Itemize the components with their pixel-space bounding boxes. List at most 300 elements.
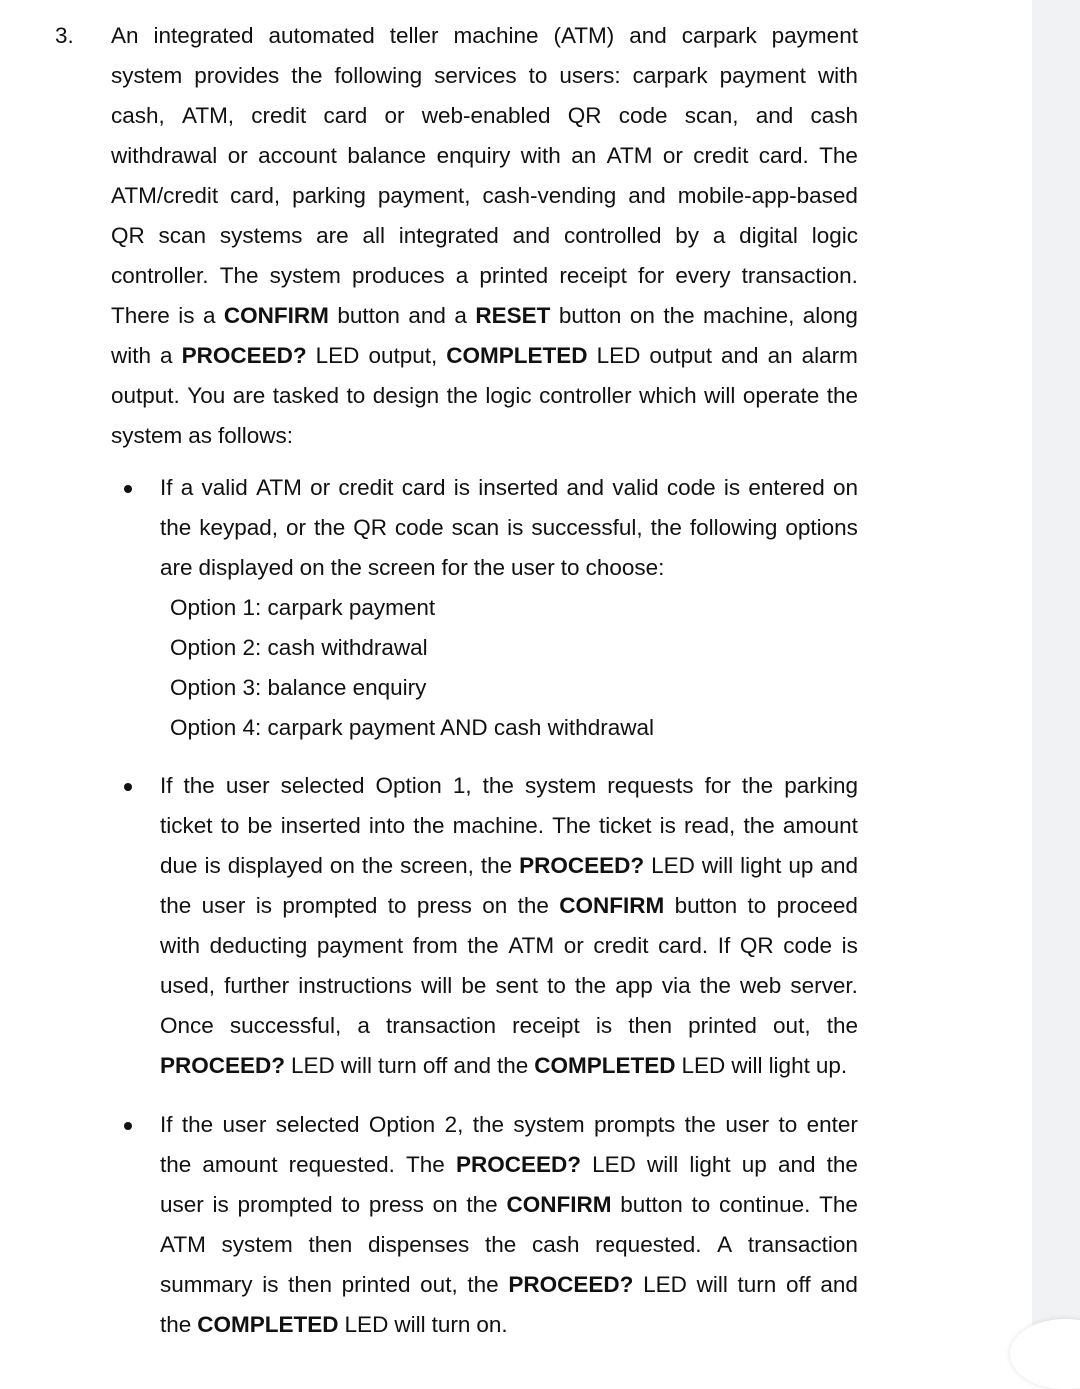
word: prompts (594, 1112, 676, 1137)
word: LED (291, 1053, 335, 1078)
word: amount (782, 813, 858, 838)
word: An (111, 23, 139, 48)
word: which (639, 383, 697, 408)
word: logic (811, 223, 858, 248)
word: payment (771, 23, 858, 48)
word: cash, (111, 103, 165, 128)
word: The (819, 143, 858, 168)
word: inserted (280, 813, 361, 838)
word: output. (111, 383, 180, 408)
word: the (446, 383, 478, 408)
word: user (201, 893, 246, 918)
word: turn (378, 1053, 417, 1078)
viewer-gutter (1032, 0, 1080, 1349)
word: users: (559, 63, 621, 88)
word: If (160, 475, 173, 500)
word: and (512, 223, 551, 248)
word: amount (202, 1152, 278, 1177)
word: LED (592, 1152, 636, 1177)
word: ticket (599, 813, 652, 838)
word: or (384, 103, 405, 128)
word: the (291, 63, 323, 88)
word: due (160, 853, 198, 878)
bullet-dot (124, 783, 132, 791)
word: The (819, 1192, 858, 1217)
word: requests (607, 773, 694, 798)
word: on (832, 475, 858, 500)
word: and (721, 343, 759, 368)
word: 1, (452, 773, 472, 798)
word: instructions (298, 973, 412, 998)
word: account (258, 143, 337, 168)
word: card. (658, 933, 709, 958)
word: carpark (632, 63, 708, 88)
word: successful, (531, 515, 643, 540)
word: valid (612, 475, 659, 500)
word: are (316, 223, 349, 248)
word: The (552, 813, 591, 838)
word: integrated (398, 223, 499, 248)
word: transaction. (741, 263, 858, 288)
word: integrated (153, 23, 254, 48)
word: to (387, 893, 407, 918)
word: the (826, 383, 858, 408)
text-line (160, 813, 858, 839)
word: button (674, 893, 738, 918)
word: requested. (288, 1152, 395, 1177)
word: code (618, 103, 668, 128)
word: with (520, 143, 561, 168)
word: QR (111, 223, 145, 248)
word: and (408, 303, 446, 328)
word: an (571, 143, 597, 168)
word: card (401, 475, 446, 500)
word: an (767, 343, 793, 368)
word: controlled (563, 223, 662, 248)
word: printed (479, 263, 549, 288)
word: will (701, 853, 734, 878)
word: payment (719, 63, 806, 88)
word: card. (758, 143, 809, 168)
word: logic (485, 383, 532, 408)
word: screen (367, 555, 436, 580)
word: the (467, 1272, 499, 1297)
word: and (820, 853, 858, 878)
word: machine (453, 23, 539, 48)
bullet-dot (124, 485, 132, 493)
word: user (725, 1112, 770, 1137)
word: machine, (703, 303, 795, 328)
word: is (204, 853, 221, 878)
word: a (357, 1013, 370, 1038)
word: output (649, 343, 712, 368)
word: to (346, 383, 366, 408)
word: will (647, 1152, 679, 1177)
word: a (202, 303, 216, 328)
word: ATM/credit (111, 183, 219, 208)
text-line (160, 773, 858, 799)
word: from (412, 933, 458, 958)
word: balance (347, 143, 427, 168)
word: design (372, 383, 440, 408)
word: follows: (218, 423, 294, 448)
word: code (783, 933, 833, 958)
word: user (160, 1192, 204, 1217)
word: light (689, 1152, 731, 1177)
word: will (704, 383, 736, 408)
word: web (740, 973, 782, 998)
word: the (741, 773, 774, 798)
word: screen, (400, 853, 474, 878)
word: with (111, 343, 152, 368)
word: dispenses (367, 1232, 470, 1257)
word: the (160, 1152, 192, 1177)
text-line (111, 423, 858, 449)
word: transaction (747, 1232, 858, 1257)
text-line (111, 23, 858, 49)
word: receipt (559, 263, 627, 288)
word: user (511, 555, 555, 580)
word: scan, (684, 103, 739, 128)
word: the (472, 1112, 504, 1137)
bold-term: CONFIRM (506, 1192, 612, 1217)
bold-term: RESET (475, 303, 551, 328)
word: a (712, 223, 726, 248)
text-line (160, 475, 858, 501)
word: receipt (512, 1013, 580, 1038)
word: credit (338, 475, 394, 500)
text-line (111, 63, 858, 89)
text-line (160, 1053, 858, 1079)
word: are (160, 555, 193, 580)
word: or (563, 933, 584, 958)
word: then (628, 1013, 672, 1038)
word: entered (748, 475, 825, 500)
word: off (422, 1053, 448, 1078)
word: the (160, 1312, 192, 1337)
word: ATM (508, 933, 555, 958)
word: provides (194, 63, 280, 88)
word: the (484, 1232, 517, 1257)
word: system (111, 63, 183, 88)
word: on. (476, 1312, 508, 1337)
word: mobile-app-based (677, 183, 858, 208)
text-line (111, 143, 858, 169)
option-item: Option 1: carpark payment (170, 595, 436, 620)
word: press (416, 893, 472, 918)
word: on (329, 853, 355, 878)
word: the (574, 973, 607, 998)
text-line (160, 1013, 858, 1039)
text-line (160, 1232, 858, 1258)
word: and (820, 1272, 858, 1297)
word: on (482, 893, 508, 918)
word: user (225, 773, 270, 798)
word: button (620, 1192, 683, 1217)
bold-term: PROCEED? (160, 1053, 286, 1078)
word: ATM (256, 475, 302, 500)
word: A (717, 1232, 733, 1257)
word: or (662, 143, 683, 168)
word: further (224, 973, 290, 998)
word: sent (495, 973, 538, 998)
text-line (111, 183, 858, 209)
word: LED (315, 343, 360, 368)
word: and (777, 1152, 816, 1177)
word: prompted (237, 1192, 333, 1217)
word: the (517, 893, 549, 918)
word: cash (810, 103, 858, 128)
word: credit (593, 933, 649, 958)
word: displayed (198, 555, 294, 580)
word: QR (567, 103, 602, 128)
word: then (308, 1232, 353, 1257)
word: the (413, 813, 445, 838)
word: transaction (385, 1013, 497, 1038)
word: is (212, 1192, 229, 1217)
word: with (160, 933, 201, 958)
word: selected (275, 1112, 360, 1137)
word: payment, (377, 183, 471, 208)
word: to (560, 555, 580, 580)
word: via (661, 973, 691, 998)
word: is (841, 933, 858, 958)
word: cash-vending (482, 183, 617, 208)
word: ATM, (181, 103, 235, 128)
word: LED (651, 853, 695, 878)
option-item: Option 2: cash withdrawal (170, 635, 428, 660)
word: system (524, 773, 597, 798)
word: or (286, 515, 307, 540)
word: the (181, 1112, 214, 1137)
word: systems (219, 223, 303, 248)
word: printed (688, 1013, 757, 1038)
word: There (111, 303, 170, 328)
question-number: 3. (55, 23, 74, 48)
word: is (453, 475, 470, 500)
bold-term: COMPLETED (197, 1312, 339, 1337)
word: the (313, 515, 346, 540)
word: Once (160, 1013, 214, 1038)
word: Option (368, 1112, 436, 1137)
word: on (432, 1192, 458, 1217)
word: web-enabled (421, 103, 551, 128)
word: machine. (452, 813, 544, 838)
word: will (394, 1312, 426, 1337)
word: to (691, 1192, 711, 1217)
word: (ATM) (553, 23, 615, 48)
word: the (330, 555, 362, 580)
word: to (778, 1112, 798, 1137)
word: on (299, 555, 325, 580)
word: to (547, 973, 566, 998)
word: summary (160, 1272, 253, 1297)
word: the (650, 515, 682, 540)
word: system (513, 1112, 585, 1137)
word: the (466, 1192, 498, 1217)
word: as (188, 423, 213, 448)
word: button (558, 303, 622, 328)
word: a (160, 343, 173, 368)
word: code (394, 515, 444, 540)
word: up (741, 1152, 767, 1177)
word: and (629, 23, 667, 48)
word: button (337, 303, 400, 328)
word: will (340, 1053, 373, 1078)
word: the (361, 853, 394, 878)
word: will (696, 1272, 728, 1297)
text-line (160, 933, 858, 959)
word: ATM (160, 1232, 206, 1257)
word: card, (230, 183, 281, 208)
word: on (629, 303, 655, 328)
word: alarm (801, 343, 858, 368)
word: operate (742, 383, 820, 408)
word: prompted (282, 893, 378, 918)
word: options (785, 515, 858, 540)
word: displayed (227, 853, 323, 878)
text-line (160, 973, 858, 999)
bold-term: PROCEED? (508, 1272, 634, 1297)
bold-term: PROCEED? (181, 343, 307, 368)
word: inserted (478, 475, 559, 500)
word: the (160, 893, 192, 918)
word: teller (389, 23, 439, 48)
word: continue. (719, 1192, 811, 1217)
word: server. (790, 973, 858, 998)
word: with (817, 63, 858, 88)
word: to (220, 813, 240, 838)
text-line (160, 1312, 858, 1338)
text-line (111, 383, 858, 409)
word: the (183, 773, 215, 798)
word: card (323, 103, 368, 128)
word: valid (201, 475, 248, 500)
word: then (288, 1272, 332, 1297)
word: or (310, 475, 331, 500)
word: is (255, 893, 272, 918)
option-item: Option 3: balance enquiry (170, 675, 427, 700)
word: code (666, 475, 716, 500)
word: tasked (272, 383, 340, 408)
word: will (731, 1053, 763, 1078)
word: for (638, 263, 665, 288)
word: to (528, 63, 548, 88)
word: the (480, 853, 513, 878)
text-line (160, 893, 858, 919)
bold-term: CONFIRM (559, 893, 665, 918)
word: If (160, 773, 173, 798)
word: the (473, 555, 506, 580)
word: and (566, 475, 605, 500)
word: following (689, 515, 778, 540)
word: keypad, (199, 515, 279, 540)
text-line (111, 263, 858, 289)
word: QR (353, 515, 387, 540)
word: the (482, 773, 514, 798)
word: app (615, 973, 653, 998)
word: the (663, 303, 695, 328)
word: turn (431, 1312, 471, 1337)
word: The (219, 263, 259, 288)
word: enquiry (436, 143, 511, 168)
word: proceed (776, 893, 858, 918)
word: a (180, 475, 194, 500)
word: for (704, 773, 731, 798)
word: enter (806, 1112, 858, 1137)
text-line (160, 1152, 858, 1178)
word: automated (268, 23, 375, 48)
option-item: Option 4: carpark payment AND cash withdrawal (170, 715, 654, 740)
word: LED (643, 1272, 687, 1297)
word: If (160, 1112, 173, 1137)
word: light (768, 1053, 810, 1078)
word: successful, (229, 1013, 342, 1038)
word: the (699, 973, 731, 998)
text-line (160, 555, 858, 581)
word: requested. (595, 1232, 702, 1257)
text-line (160, 1112, 858, 1138)
word: up (788, 853, 814, 878)
word: selected (280, 773, 365, 798)
word: to (747, 893, 767, 918)
word: LED (344, 1312, 389, 1337)
word: turn (737, 1272, 777, 1297)
word: is (178, 303, 195, 328)
word: LED (596, 343, 641, 368)
word: the (160, 515, 192, 540)
text-line (111, 223, 858, 249)
word: the (467, 933, 499, 958)
word: light (740, 853, 782, 878)
word: a (454, 303, 467, 328)
word: the (743, 813, 775, 838)
bold-term: PROCEED? (455, 1152, 581, 1177)
word: services (434, 63, 517, 88)
text-line (111, 103, 858, 129)
word: The (406, 1152, 445, 1177)
word: is (659, 813, 676, 838)
word: withdrawal (111, 143, 218, 168)
word: and (453, 1053, 491, 1078)
bold-term: COMPLETED (534, 1053, 676, 1078)
word: every (675, 263, 731, 288)
word: are (232, 383, 266, 408)
word: controller. (111, 263, 209, 288)
word: credit (693, 143, 749, 168)
word: be (461, 973, 487, 998)
word: the (684, 1112, 716, 1137)
word: payment (316, 933, 404, 958)
word: to (341, 1192, 361, 1217)
word: digital (739, 223, 798, 248)
word: read, (684, 813, 736, 838)
word: is (262, 1272, 279, 1297)
word: the (496, 1053, 529, 1078)
word: out, (420, 1272, 458, 1297)
bold-term: PROCEED? (519, 853, 645, 878)
word: system (111, 423, 183, 448)
word: system (269, 263, 341, 288)
text-line (160, 515, 858, 541)
word: will (421, 973, 453, 998)
word: a (455, 263, 469, 288)
bullet-dot (124, 1122, 132, 1130)
word: into (368, 813, 406, 838)
word: the (826, 1152, 858, 1177)
word: following (334, 63, 423, 88)
word: output, (368, 343, 438, 368)
